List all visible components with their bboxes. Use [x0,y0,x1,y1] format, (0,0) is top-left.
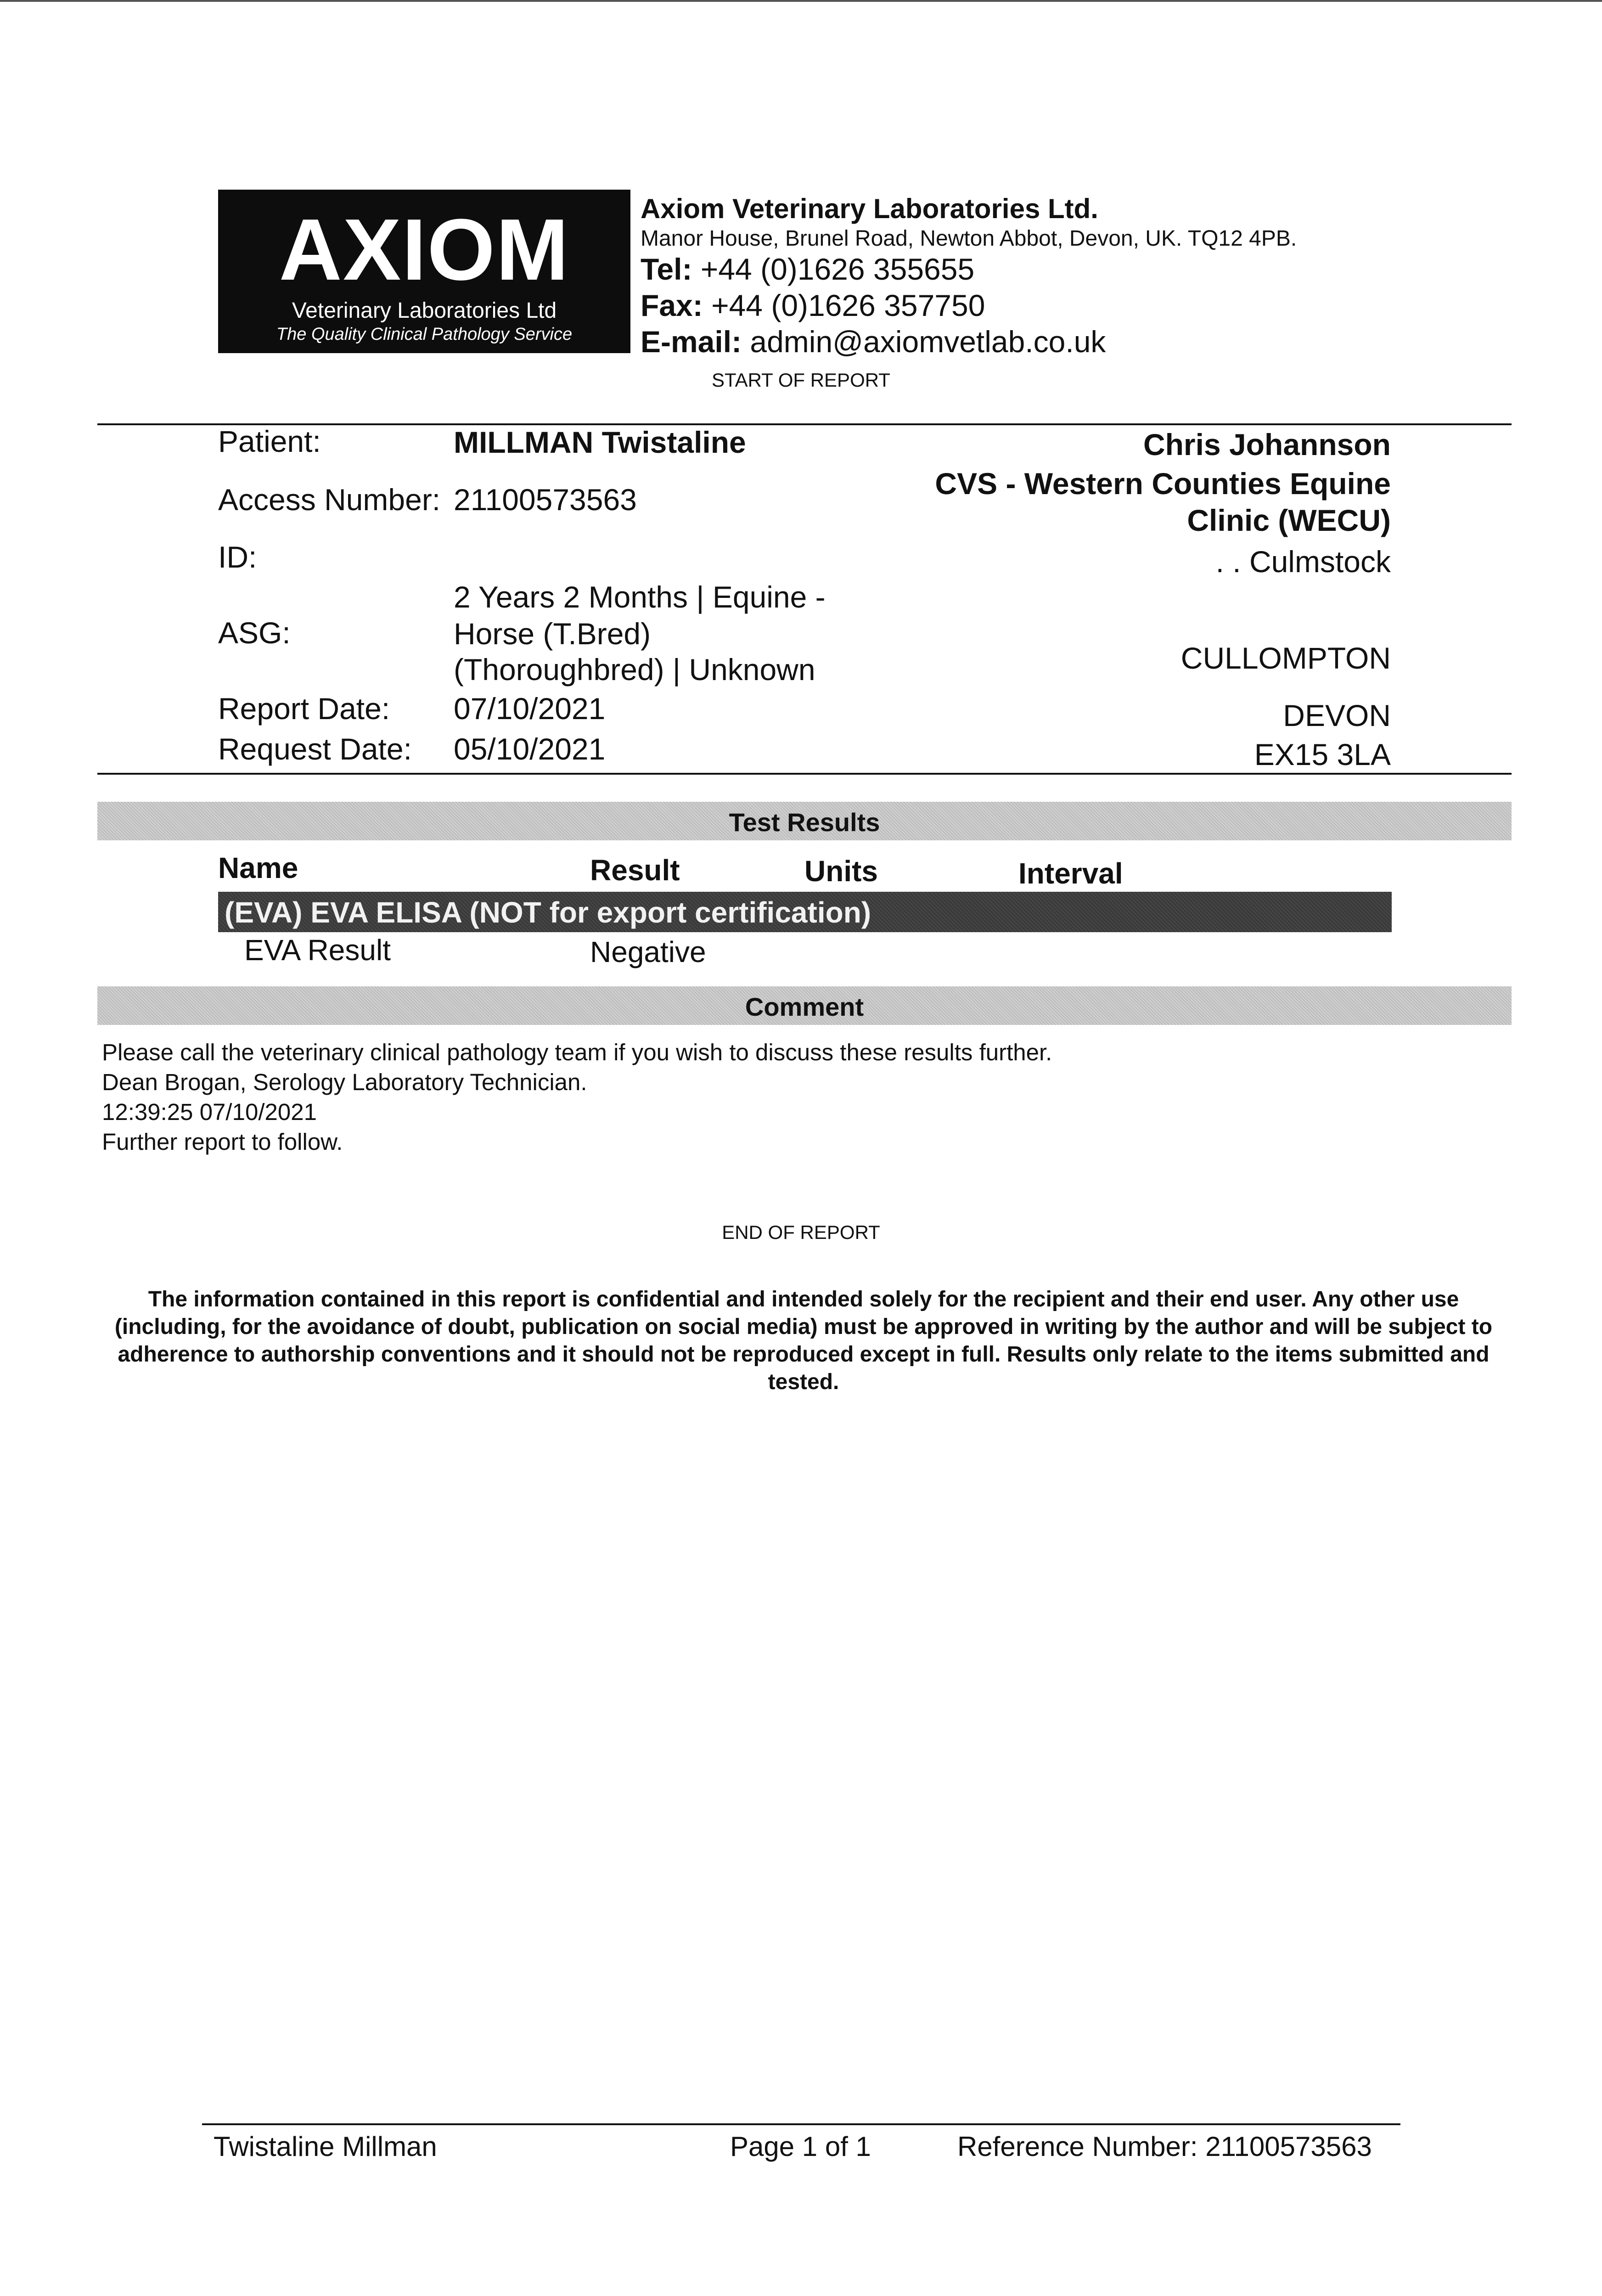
tel-value: +44 (0)1626 355655 [700,252,975,286]
column-header-name: Name [218,851,298,884]
recipient-postcode: EX15 3LA [1254,737,1391,771]
logo-tagline: The Quality Clinical Pathology Service [276,325,573,344]
logo-subtitle: Veterinary Laboratories Ltd [292,298,557,323]
footer-rule [202,2123,1400,2125]
clinic-name-line-2: Clinic (WECU) [1187,503,1391,537]
id-label: ID: [218,540,257,574]
patient-name: MILLMAN Twistaline [454,425,746,459]
lab-address: Manor House, Brunel Road, Newton Abbot, Devon, UK. TQ12 4PB. [641,226,1297,251]
comment-line-4: Further report to follow. [102,1129,343,1155]
test-group-bar [218,892,1392,932]
asg-line-2: Horse (T.Bred) [454,617,651,651]
result-row-name: EVA Result [244,934,391,967]
page-top-edge [0,0,1602,2]
fax-value: +44 (0)1626 357750 [711,288,985,322]
tel-label: Tel: [641,252,692,286]
recipient-county: DEVON [1283,698,1391,732]
comment-line-1: Please call the veterinary clinical pathology team if you wish to discuss these results further. [102,1039,1052,1065]
footer-page-number: Page 1 of 1 [730,2131,871,2162]
comment-line-3: 12:39:25 07/10/2021 [102,1099,317,1125]
footer-reference-number: Reference Number: 21100573563 [957,2131,1372,2162]
column-header-interval: Interval [1018,857,1123,890]
asg-label: ASG: [218,616,291,650]
column-header-result: Result [590,854,680,887]
confidentiality-disclaimer: The information contained in this report is confidential and intended solely for the recipient and their end user. Any other use (including, for the avoidance of doubt, publication on social media) must be approved in writing by the author and will be subject to adherence to authorship conventions and it should not be reproduced except in full. Results only relate to the items submitted and tested. [114,1287,1493,1394]
result-row-value: Negative [590,935,706,968]
end-of-report: END OF REPORT [722,1221,880,1243]
lab-name: Axiom Veterinary Laboratories Ltd. [641,193,1098,224]
request-date: 05/10/2021 [454,732,606,766]
patient-label: Patient: [218,424,321,458]
fax-label: Fax: [641,288,703,322]
recipient-name: Chris Johannson [1143,428,1391,461]
column-header-units: Units [804,855,878,888]
report-date-label: Report Date: [218,692,390,726]
recipient-locality: . . Culmstock [1215,545,1391,579]
lab-tel [641,252,974,287]
email-label: E-mail: [641,325,742,359]
comment-title: Comment [745,992,864,1021]
test-group-title: (EVA) EVA ELISA (NOT for export certification) [225,896,871,929]
lab-email [641,324,1106,359]
test-results-title: Test Results [729,808,880,837]
test-results-section-bar [97,802,1512,840]
comment-line-2: Dean Brogan, Serology Laboratory Technician. [102,1069,587,1095]
access-number-label: Access Number: [218,483,441,517]
asg-line-1: 2 Years 2 Months | Equine - [454,580,826,614]
footer-patient-name: Twistaline Millman [214,2131,437,2162]
recipient-town: CULLOMPTON [1180,641,1391,675]
request-date-label: Request Date: [218,732,412,766]
access-number: 21100573563 [454,483,637,517]
lab-fax [641,288,985,323]
axiom-logo [218,190,630,353]
clinic-name-line-1: CVS - Western Counties Equine [935,467,1391,501]
start-of-report: START OF REPORT [712,369,890,391]
asg-line-3: (Thoroughbred) | Unknown [454,653,815,687]
comment-section-bar [97,986,1512,1025]
logo-wordmark: AXIOM [279,201,570,298]
report-date: 07/10/2021 [454,692,606,726]
email-value: admin@axiomvetlab.co.uk [750,325,1106,359]
patient-block-rule [97,773,1512,775]
